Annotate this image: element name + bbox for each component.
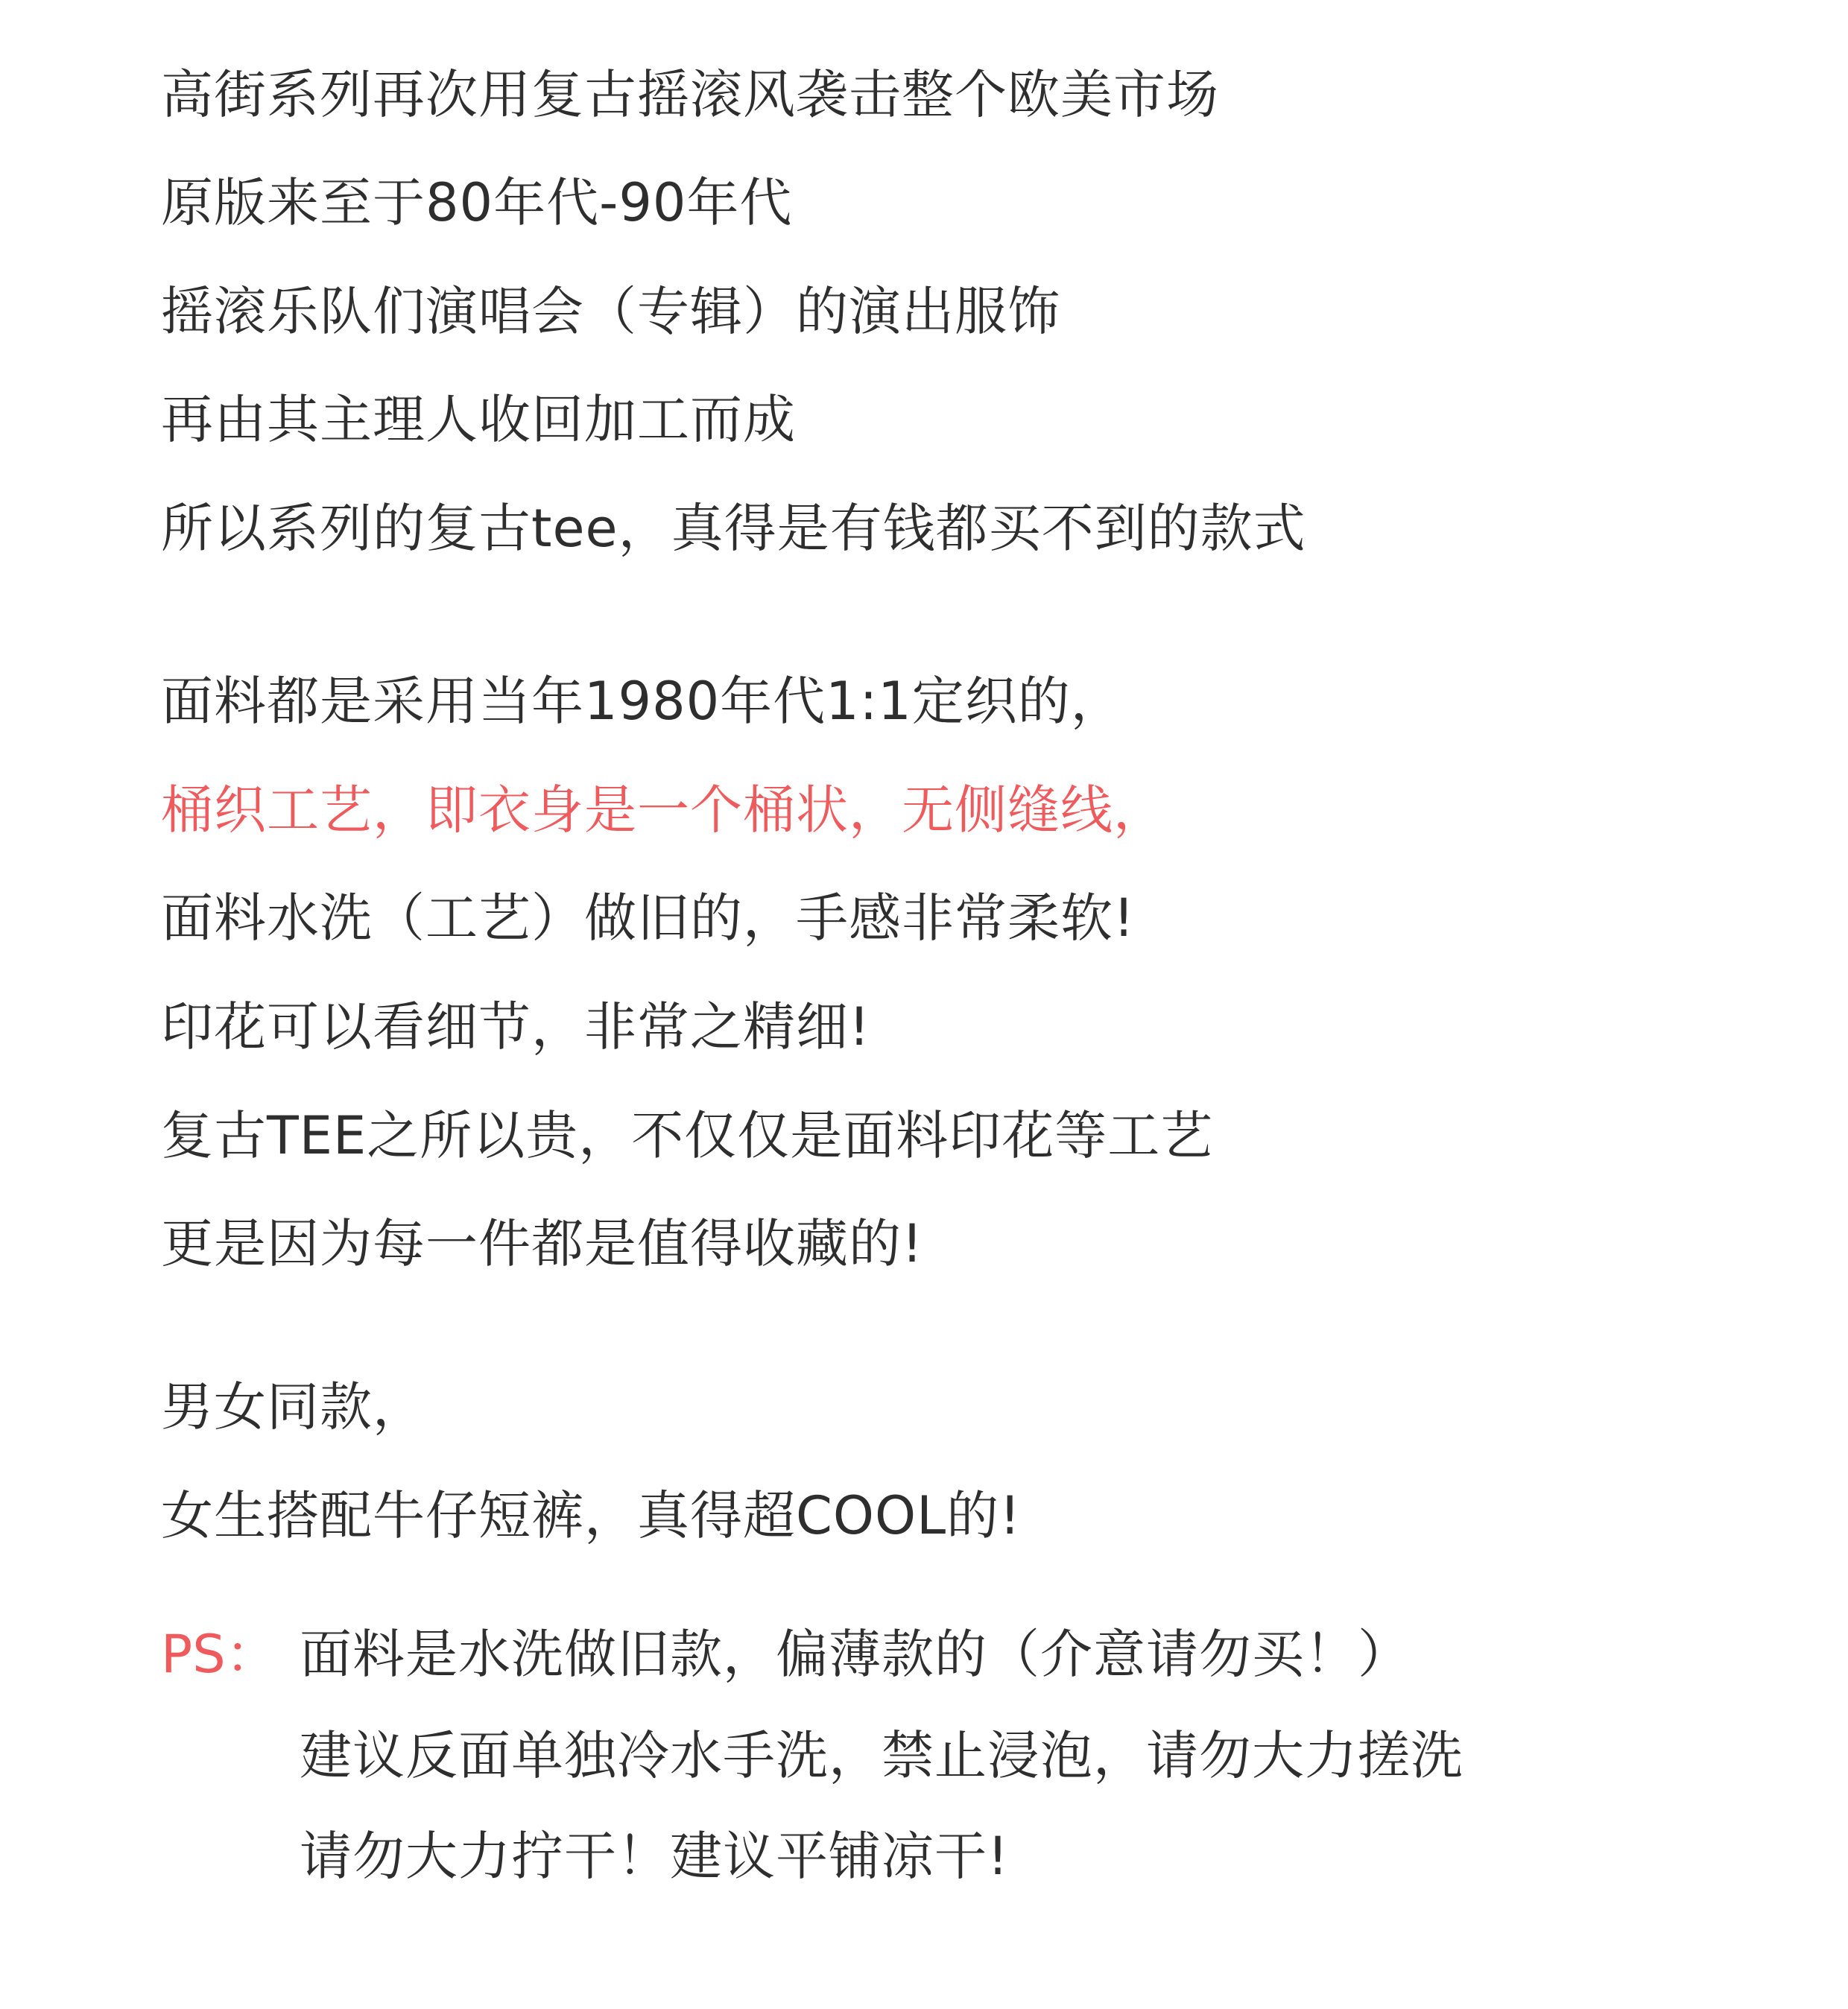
fabric-highlight-line: 桶织工艺，即衣身是一个桶状，无侧缝线， [161,779,1166,841]
unisex-line-2: 女生搭配牛仔短裤，真得超COOL的! [161,1485,1022,1546]
ps-line-1: 面料是水洗做旧款，偏薄款的（介意请勿买！） [300,1624,1411,1685]
intro-line-1: 高街系列再次用复古摇滚风袭击整个欧美市场 [161,64,1219,125]
ps-label: PS： [161,1624,278,1685]
unisex-line-1: 男女同款， [161,1376,425,1437]
intro-line-3: 摇滚乐队们演唱会（专辑）的演出服饰 [161,281,1060,342]
intro-line-2: 原版来至于80年代-90年代 [161,172,793,233]
intro-line-4: 再由其主理人收回加工而成 [161,389,796,450]
fabric-line-1: 面料都是采用当年1980年代1:1定织的， [161,671,1124,732]
fabric-line-3: 面料水洗（工艺）做旧的，手感非常柔软! [161,888,1136,949]
fabric-line-5: 复古TEE之所以贵，不仅仅是面料印花等工艺 [161,1105,1214,1166]
fabric-line-6: 更是因为每一件都是值得收藏的! [161,1213,924,1274]
fabric-line-4: 印花可以看细节，非常之精细! [161,996,871,1057]
ps-line-2: 建议反面单独冷水手洗，禁止浸泡，请勿大力搓洗 [300,1725,1463,1786]
ps-line-3: 请勿大力拧干！建议平铺凉干! [300,1826,1010,1887]
intro-line-5: 所以系列的复古tee，真得是有钱都买不到的款式 [161,498,1306,559]
